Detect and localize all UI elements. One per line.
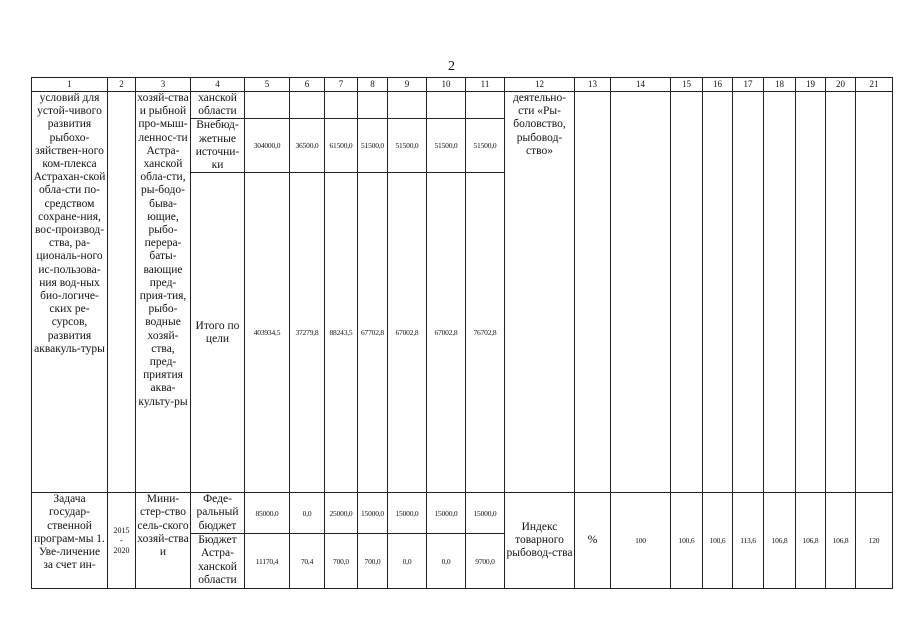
funding-source: Внебюд-жетные источни-ки — [191, 119, 245, 173]
funding-source: Феде-ральный бюджет — [191, 493, 245, 534]
value-cell: 15000,0 — [427, 493, 466, 534]
value-cell: 9700,0 — [466, 534, 505, 589]
value-cell — [325, 92, 358, 119]
goal-years — [108, 92, 136, 493]
col-header: 4 — [191, 78, 245, 92]
col-header: 9 — [388, 78, 427, 92]
value-cell: 70,4 — [290, 534, 325, 589]
col-header: 14 — [611, 78, 671, 92]
indicator-name: деятельно-сти «Ры-боловство, рыбовод-ство» — [505, 92, 575, 493]
col-header: 10 — [427, 78, 466, 92]
indicator-value: 120 — [856, 493, 893, 589]
value-cell: 88243,5 — [325, 173, 358, 493]
value-cell: 0,0 — [427, 534, 466, 589]
value-cell: 15000,0 — [466, 493, 505, 534]
value-cell: 15000,0 — [358, 493, 388, 534]
value-cell: 0,0 — [388, 534, 427, 589]
indicator-name: Индекс товарного рыбовод-ства — [505, 493, 575, 589]
value-cell: 11170,4 — [245, 534, 290, 589]
indicator-value: 113,6 — [733, 493, 764, 589]
value-cell: 700,0 — [358, 534, 388, 589]
funding-source: ханской области — [191, 92, 245, 119]
value-cell: 36500,0 — [290, 119, 325, 173]
col-header: 12 — [505, 78, 575, 92]
col-header: 20 — [826, 78, 856, 92]
indicator-value — [703, 92, 733, 493]
indicator-value: 100,6 — [671, 493, 703, 589]
indicator-value — [611, 92, 671, 493]
indicator-value — [826, 92, 856, 493]
funding-source: Итого по цели — [191, 173, 245, 493]
value-cell — [245, 92, 290, 119]
goal-executors: хозяй-ства и рыбной про-мыш-леннос-ти Астра-ханской обла-сти, ры-бодо-быва-ющие, рыбо-перера-баты-вающие пред-прия-тия, рыбо-водные хозяй-ства, пред-приятия аква-культу-ры — [136, 92, 191, 493]
value-cell: 67002,8 — [388, 173, 427, 493]
indicator-value: 106,8 — [796, 493, 826, 589]
col-header: 18 — [764, 78, 796, 92]
value-cell: 37279,8 — [290, 173, 325, 493]
table-row — [32, 92, 893, 119]
indicator-value: 106,8 — [826, 493, 856, 589]
indicator-value — [764, 92, 796, 493]
value-cell: 15000,0 — [388, 493, 427, 534]
value-cell: 25000,0 — [325, 493, 358, 534]
col-header: 21 — [856, 78, 893, 92]
indicator-value — [796, 92, 826, 493]
value-cell: 304000,0 — [245, 119, 290, 173]
col-header: 6 — [290, 78, 325, 92]
indicator-unit: % — [575, 493, 611, 589]
goal-description: условий для устой-чивого развития рыбохо-зяйствен-ного ком-плекса Астрахан-ской обла-сти по-средством сохране-ния, вос-производ-ства, ра-циональ-ного ис-пользова-ния вод-ных био-логиче-ских ре-сурсов, развития аквакуль-туры — [32, 92, 108, 493]
indicator-value — [856, 92, 893, 493]
value-cell: 67002,8 — [427, 173, 466, 493]
value-cell: 51500,0 — [466, 119, 505, 173]
value-cell — [388, 92, 427, 119]
indicator-value: 106,8 — [764, 493, 796, 589]
value-cell: 67702,8 — [358, 173, 388, 493]
value-cell: 85000,0 — [245, 493, 290, 534]
col-header: 5 — [245, 78, 290, 92]
task-description: Задача государ-ственной програм-мы 1. Уве-личение за счет ин- — [32, 493, 108, 589]
indicator-value — [671, 92, 703, 493]
col-header: 13 — [575, 78, 611, 92]
indicator-value: 100 — [611, 493, 671, 589]
task-executors: Мини-стер-ство сель-ского хозяй-ства и — [136, 493, 191, 589]
value-cell: 51500,0 — [427, 119, 466, 173]
value-cell — [427, 92, 466, 119]
years-to: 2020 — [113, 545, 130, 555]
funding-source: Бюджет Астра-ханской области — [191, 534, 245, 589]
budget-table — [31, 77, 893, 589]
col-header: 8 — [358, 78, 388, 92]
col-header: 15 — [671, 78, 703, 92]
table-row — [32, 493, 893, 534]
value-cell — [358, 92, 388, 119]
col-header: 16 — [703, 78, 733, 92]
value-cell: 403934,5 — [245, 173, 290, 493]
years-from: 2015 — [113, 525, 130, 535]
value-cell: 61500,0 — [325, 119, 358, 173]
col-header: 2 — [108, 78, 136, 92]
value-cell — [290, 92, 325, 119]
value-cell: 700,0 — [325, 534, 358, 589]
col-header: 1 — [32, 78, 108, 92]
value-cell: 0,0 — [290, 493, 325, 534]
page-number: 2 — [448, 59, 455, 74]
col-header: 19 — [796, 78, 826, 92]
col-header: 3 — [136, 78, 191, 92]
value-cell: 51500,0 — [358, 119, 388, 173]
years-separator: - — [120, 535, 123, 545]
value-cell — [466, 92, 505, 119]
column-header-row — [32, 78, 893, 92]
value-cell: 76702,8 — [466, 173, 505, 493]
indicator-value — [733, 92, 764, 493]
indicator-value: 100,6 — [703, 493, 733, 589]
col-header: 11 — [466, 78, 505, 92]
indicator-unit — [575, 92, 611, 493]
task-years — [108, 493, 136, 589]
value-cell: 51500,0 — [388, 119, 427, 173]
col-header: 7 — [325, 78, 358, 92]
col-header: 17 — [733, 78, 764, 92]
